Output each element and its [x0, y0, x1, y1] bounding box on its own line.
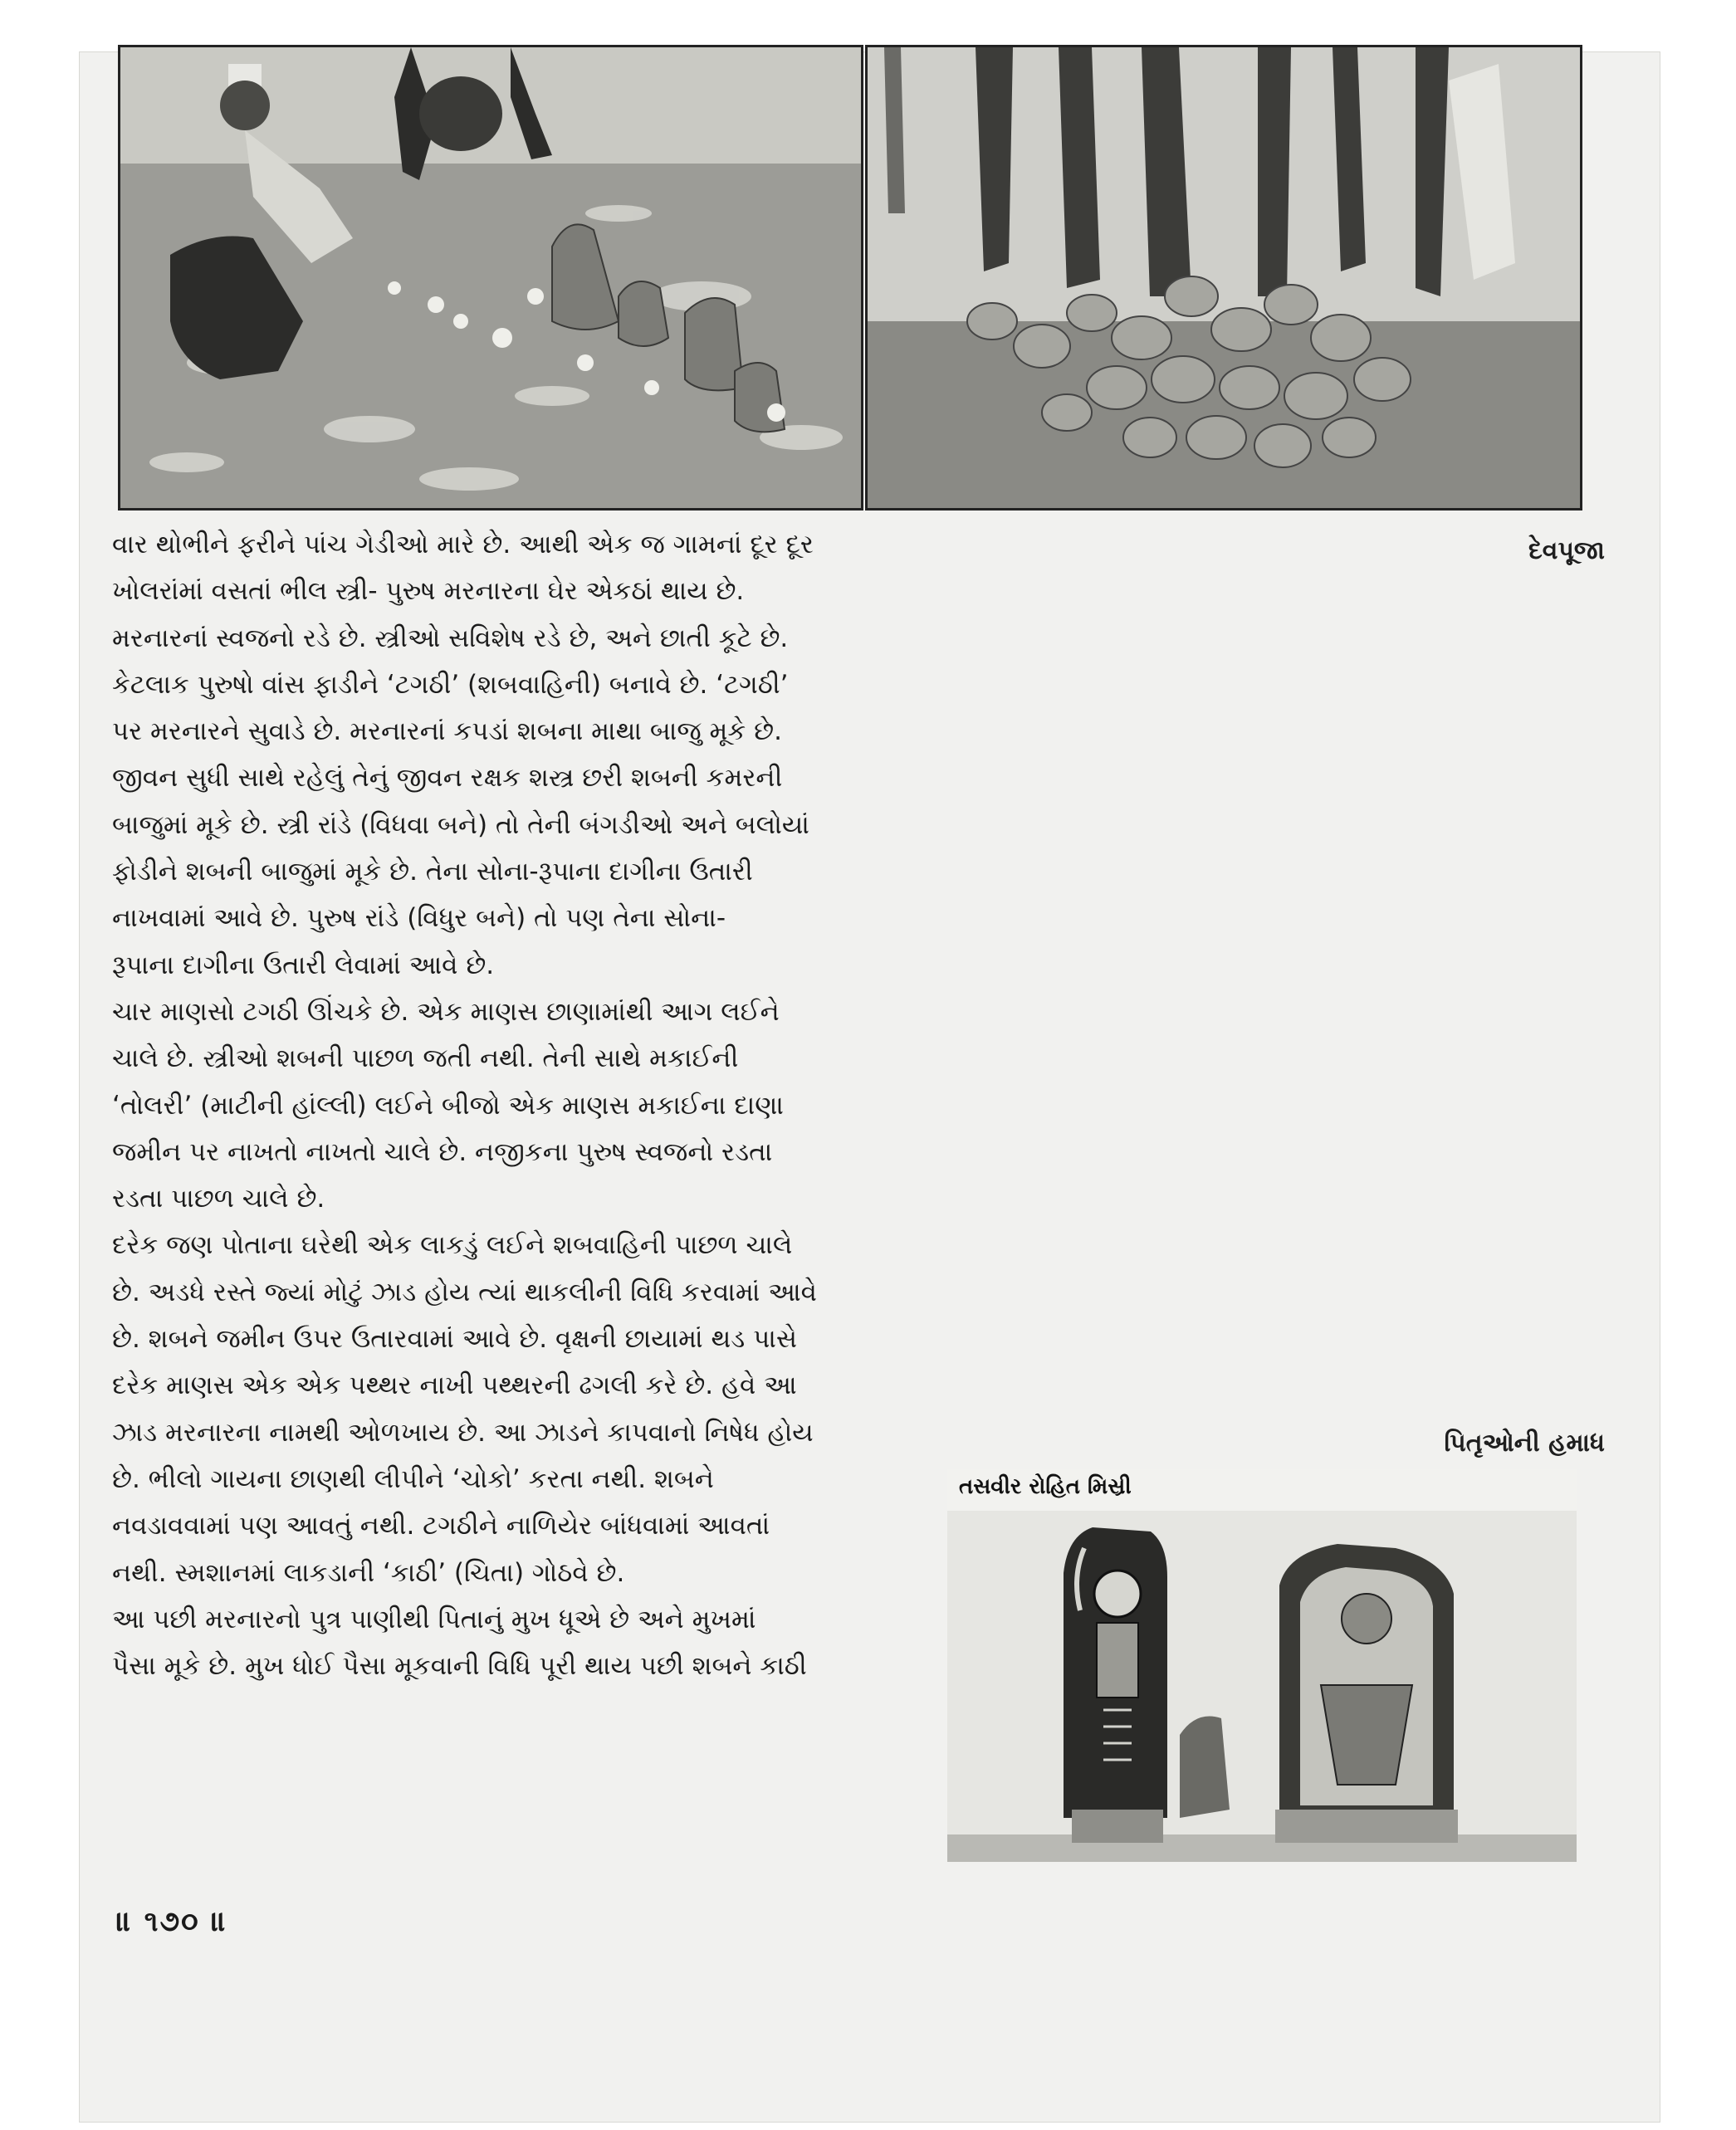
caption-devpuja: દેવપૂજા [1528, 536, 1605, 565]
photo-offerings [118, 45, 863, 511]
paragraph-4: આ પછી મરનારનો પુત્ર પાણીથી પિતાનું મુખ ધૂએ છે અને મુખમાં પૈસા મૂકે છે. મુખ ધોઈ પૈસા મૂકવાની વિધિ પૂરી થાય પછી શબને કાઠી [112, 1604, 807, 1682]
caption-pitruoni-hamadh: પિતૃઓની હમાધ [1444, 1429, 1605, 1458]
photo-tree-pots [865, 45, 1582, 511]
article-body [112, 521, 942, 1689]
paragraph-1: વાર થોભીને ફરીને પાંચ ગેડીઓ મારે છે. આથી એક જ ગામનાં દૂર દૂર ખોલરાંમાં વસતાં ભીલ સ્ત્રી- પુરુષ મરનારના ઘેર એકઠાં થાય છે. મરનારનાં સ્વજનો રડે છે. સ્ત્રીઓ સવિશેષ રડે છે, અને છાતી કૂટે છે. કેટલાક પુરુષો વાંસ ફાડીને ‘ટગઠી’ (શબવાહિની) બનાવે છે. ‘ટગઠી’ પર મરનારને સુવાડે છે. મરનારનાં કપડાં શબના માથા બાજુ મૂકે છે. જીવન સુધી સાથે રહેલું તેનું જીવન રક્ષક શસ્ત્ર છરી શબની કમરની બાજુમાં મૂકે છે. સ્ત્રી રાંડે (વિધવા બને) તો તેની બંગડીઓ અને બલોયાં ફોડીને શબની બાજુમાં મૂકે છે. તેના સોના-રૂપાના દાગીના ઉતારી નાખવામાં આવે છે. પુરુષ રાંડે (વિધુર બને) તો પણ તેના સોના- રૂપાના દાગીના ઉતારી લેવામાં આવે છે. [112, 530, 814, 980]
photo-offerings-image [120, 47, 861, 508]
photo-memorial-stones [947, 1469, 1577, 1862]
photo-memorial-stones-image [947, 1469, 1577, 1862]
photo-tree-pots-image [868, 47, 1580, 508]
page-number: ॥ ૧૭૦ ॥ [116, 1905, 228, 1938]
paragraph-3: દરેક જણ પોતાના ઘરેથી એક લાકડું લઈને શબવાહિની પાછળ ચાલે છે. અડધે રસ્તે જ્યાં મોટું ઝાડ હોય ત્યાં થાકલીની વિધિ કરવામાં આવે છે. શબને જમીન ઉપર ઉતારવામાં આવે છે. વૃક્ષની છાયામાં થડ પાસે દરેક માણસ એક એક પથ્થર નાખી પથ્થરની ઢગલી કરે છે. હવે આ ઝાડ મરનારના નામથી ઓળખાય છે. આ ઝાડને કાપવાનો નિષેધ હોય છે. ભીલો ગાયના છાણથી લીપીને ‘ચોકો’ કરતા નથી. શબને નવડાવવામાં પણ આવતું નથી. ટગઠીને નાળિયેર બાંધવામાં આવતાં નથી. સ્મશાનમાં લાકડાની ‘કાઠી’ (ચિતા) ગોઠવે છે. [112, 1230, 817, 1588]
photo-credit: તસવીર રોહિત મિસ્રી [959, 1474, 1132, 1499]
paragraph-2: ચાર માણસો ટગઠી ઊંચકે છે. એક માણસ છાણામાંથી આગ લઈને ચાલે છે. સ્ત્રીઓ શબની પાછળ જતી નથી. તેની સાથે મકાઈની ‘તોલરી’ (માટીની હાંલ્લી) લઈને બીજો એક માણસ મકાઈના દાણા જમીન પર નાખતો નાખતો ચાલે છે. નજીકના પુરુષ સ્વજનો રડતા રડતા પાછળ ચાલે છે. [112, 996, 784, 1214]
